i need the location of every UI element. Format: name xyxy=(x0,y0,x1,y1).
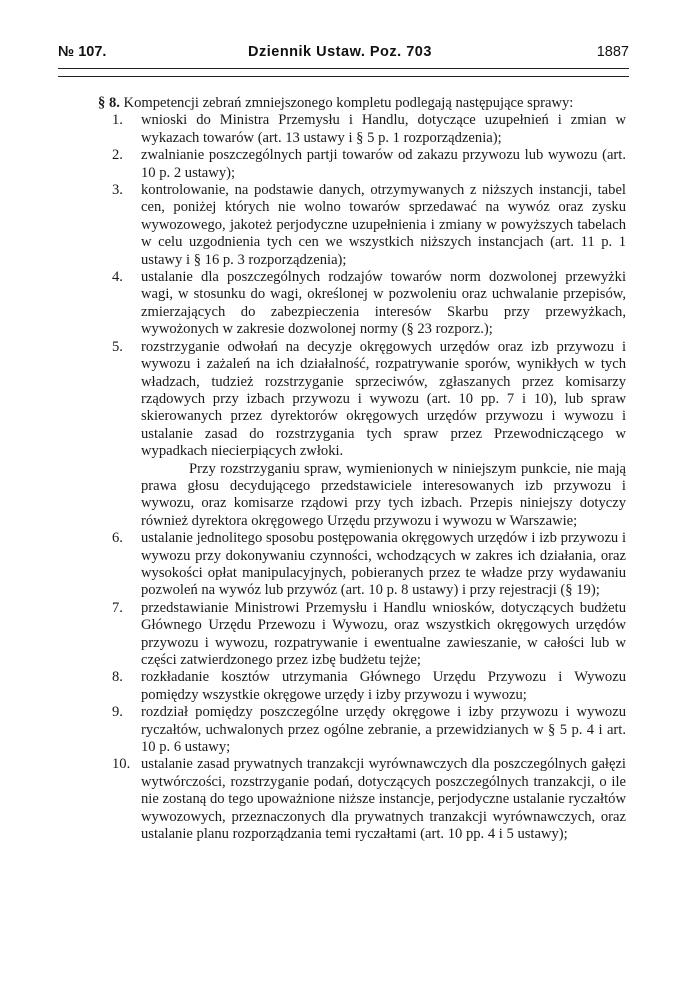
item-number: 10. xyxy=(112,756,131,773)
item-text: przedstawianie Ministrowi Przemysłu i Handlu wniosków, dotyczących budżetu Głównego Urzędu Przewozu i Wywozu, oraz wszystkich okręgowych urzędów przywozu i wywozu, rozpatrywanie i ewentualne zawieszanie, w całości lub w części zatwierdzonego przez izbę budżetu tejże; xyxy=(141,599,626,668)
subparagraph: Przy rozstrzyganiu spraw, wymienionych w niniejszym punkcie, nie mają prawa głosu decydującego przedstawiciele interesowanych izb przywozu i wywozu, oraz komisarze rządowi przy tych izbach. Przepis niniejszy dotyczy również dyrektora okręgowego Urzędu przywozu i wywozu w Warszawie; xyxy=(141,460,626,529)
list-item xyxy=(58,182,626,269)
section-paragraph xyxy=(58,95,626,112)
item-number: 1. xyxy=(112,112,123,129)
list-item xyxy=(58,704,626,756)
item-number: 4. xyxy=(112,269,123,286)
item-list xyxy=(58,112,626,460)
item-text: ustalanie zasad prywatnych tranzakcji wyrównawczych dla poszczególnych gałęzi wytwórczości, rozstrzyganie podań, dotyczących poszczególnych tranzakcji, o ile nie zostaną do tego upoważnione niższe instancje, perjodyczne ustalanie ryczałtów wywozowych, przeznaczonych dla prywatnych tranzakcji wyrównawczych, oraz ustalanie planu rozporządzania temi ryczałtami (art. 10 pp. 4 i 5 ustawy); xyxy=(141,756,626,843)
issue-number: № 107. xyxy=(58,44,107,60)
list-item xyxy=(58,112,626,147)
list-item xyxy=(58,269,626,339)
item-number: 7. xyxy=(112,599,123,616)
item-text: kontrolowanie, na podstawie danych, otrzymywanych z niższych instancji, tabel cen, poniżej których nie wolno towarów sprzedawać na wywóz oraz zysku wywozowego, jakoteż perjodyczne uzupełnienia i zmiany w powyższych tabelach w celu uzgodnienia tych cen we wszystkich niższych instancjach (art. 11 p. 1 ustawy i § 16 p. 3 rozporządzenia); xyxy=(141,182,626,268)
item-text: ustalanie jednolitego sposobu postępowania okręgowych urzędów i izb przywozu i wywozu przy dokonywaniu czynności, wchodzących w zakres ich działania, oraz wysokości opłat manipulacyjnych, pobieranych przez te władze przy wydawaniu pozwoleń na wywóz lub przywóz (art. 10 p. 8 ustawy) i przy rejestracji (§ 19); xyxy=(141,530,626,599)
item-number: 6. xyxy=(112,530,123,547)
item-list-continued xyxy=(58,530,626,843)
list-item xyxy=(58,756,626,843)
list-item xyxy=(58,600,626,670)
section-intro: Kompetencji zebrań zmniejszonego kompletu podlegają następujące sprawy: xyxy=(123,95,574,111)
item-number: 2. xyxy=(112,147,123,164)
item-number: 3. xyxy=(112,182,123,199)
journal-title: Dziennik Ustaw. Poz. 703 xyxy=(248,44,432,60)
page-number: 1887 xyxy=(596,44,629,60)
item-text: rozkładanie kosztów utrzymania Głównego Urzędu Przywozu i Wywozu pomiędzy wszystkie okręgowe urzędy i izby przywozu i wywozu; xyxy=(141,669,626,703)
list-item xyxy=(58,530,626,600)
section-marker: § 8. xyxy=(98,95,120,111)
header-rule-thin xyxy=(58,76,629,77)
item-text: rozdział pomiędzy poszczególne urzędy okręgowe i izby przywozu i wywozu ryczałtów, uchwalonych przez ogólne zebranie, a przewidzianych w § 5 p. 4 i art. 10 p. 6 ustawy; xyxy=(141,704,626,756)
document-body xyxy=(58,95,626,843)
item-text: rozstrzyganie odwołań na decyzje okręgowych urzędów oraz izb przywozu i wywozu i zażaleń na ich działalność, rozpatrywanie sporów, wynikłych w tych władzach, tudzież rozstrzyganie sprzeciwów, zgłaszanych przez komisarzy rządowych przy izbach przywozu i wywozu (art. 10 pp. 7 i 10), lub spraw skierowanych przez dyrektorów okręgowych urzędów przywozu i wywozu i ustalanie zasad do rozstrzygania tych spraw przez Przewodniczącego w wypadkach niecierpiących zwłoki. xyxy=(141,338,626,460)
item-number: 8. xyxy=(112,669,123,686)
item-number: 5. xyxy=(112,338,123,355)
header-rule xyxy=(58,68,629,69)
list-item xyxy=(58,147,626,182)
list-item xyxy=(58,339,626,461)
item-text: ustalanie dla poszczególnych rodzajów towarów norm dozwolonej przewyżki wagi, w stosunku do wagi, określonej w pozwoleniu oraz uchwalanie przepisów, zmierzających do zabezpieczenia interesów Skarbu przy przewyżkach, wywożonych w zakresie dozwolonej normy (§ 23 rozporz.); xyxy=(141,269,626,338)
item-text: zwalnianie poszczególnych partji towarów od zakazu przywozu lub wywozu (art. 10 p. 2 ustawy); xyxy=(141,147,626,181)
page-header xyxy=(58,40,629,62)
item-number: 9. xyxy=(112,704,123,721)
item-text: wnioski do Ministra Przemysłu i Handlu, dotyczące uzupełnień i zmian w wykazach towarów (art. 13 ustawy i § 5 p. 1 rozporządzenia); xyxy=(141,112,626,146)
list-item xyxy=(58,669,626,704)
